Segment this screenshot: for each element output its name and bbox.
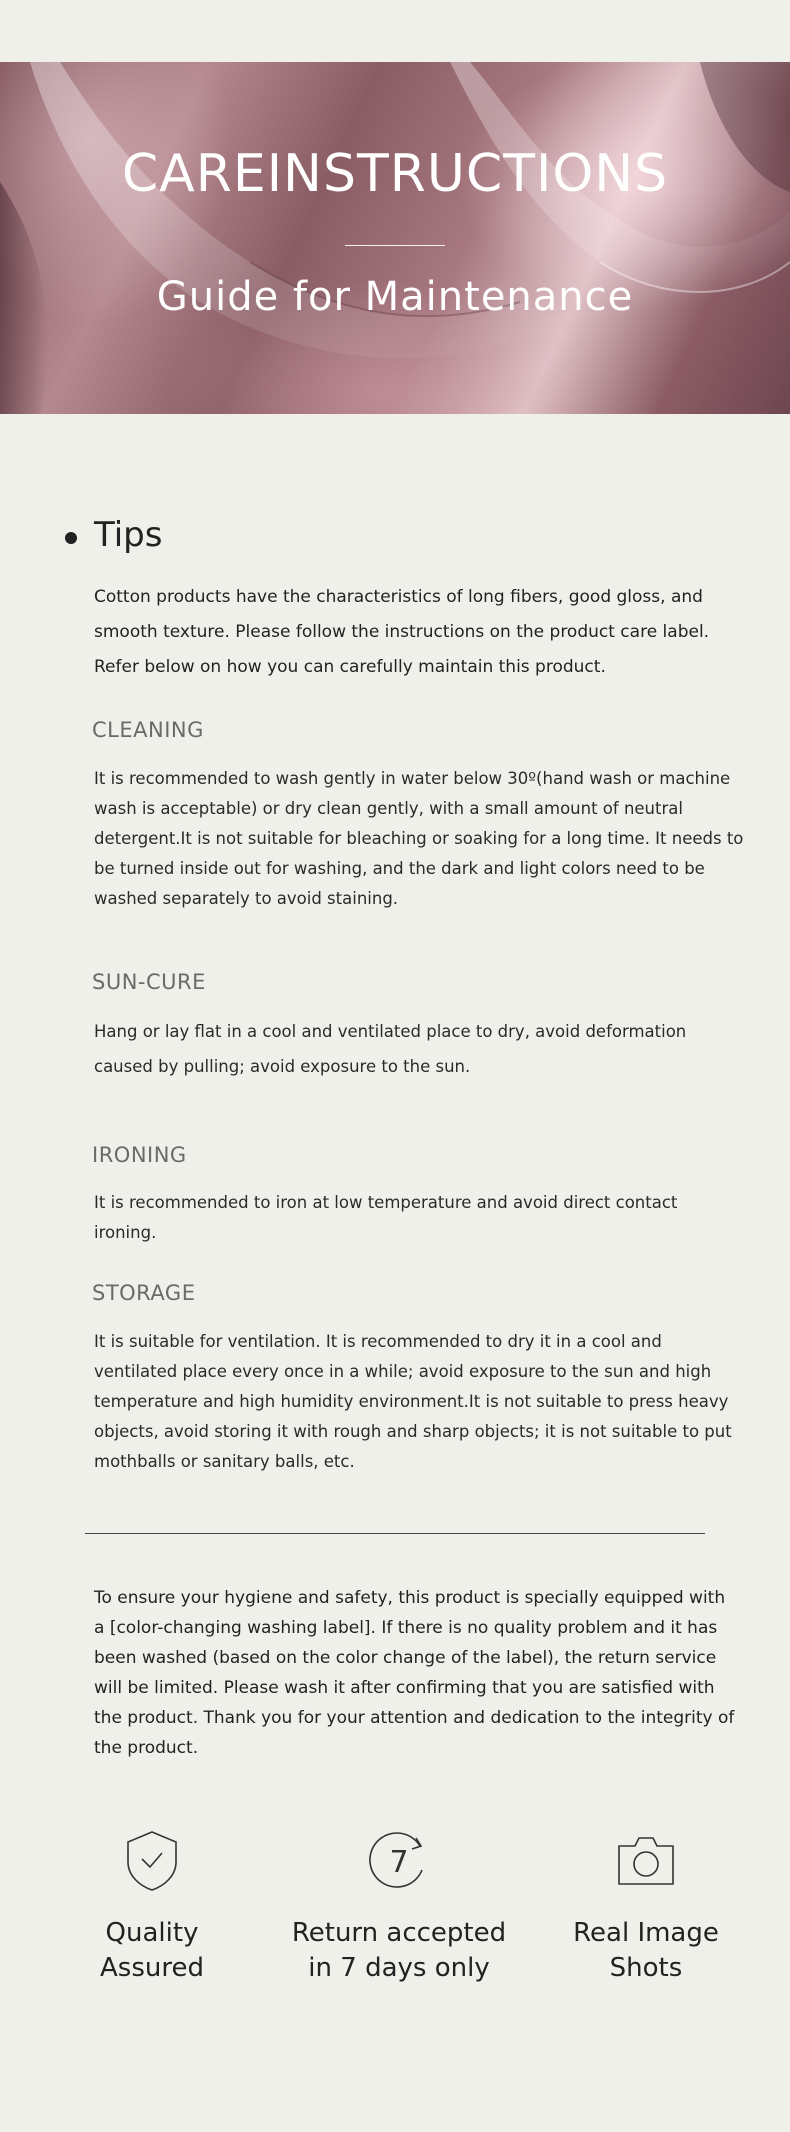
- feature-real-image-label-line2: Shots: [609, 1953, 683, 1983]
- feature-return: [289, 1830, 509, 1986]
- tips-intro: Cotton products have the characteristics of long fibers, good gloss, and smooth texture. Please follow the instructions on the product care label. Refer below on how you can carefully maintain this product.: [94, 587, 710, 677]
- feature-quality-label-line2: Assured: [100, 1953, 204, 1983]
- bullet-dot-icon: [65, 532, 77, 544]
- cleaning-heading: CLEANING: [92, 718, 204, 742]
- feature-return-label-line1: Return accepted: [291, 1918, 507, 1948]
- camera-icon: [615, 1830, 677, 1892]
- sun-cure-heading: SUN-CURE: [92, 970, 206, 994]
- hero-banner: [0, 62, 790, 414]
- tips-heading: Tips: [94, 515, 163, 555]
- feature-return-label-line2: in 7 days only: [308, 1953, 490, 1983]
- feature-quality-label-line1: Quality: [105, 1918, 199, 1948]
- washing-label-notice: To ensure your hygiene and safety, this product is specially equipped with a [color-changing washing label]. If there is no quality problem and it has been washed (based on the color change of the label), the return service will be limited. Please wash it after confirming that you are satisfied with the product. Thank you for your attention and dedication to the integrity of the product.: [94, 1588, 735, 1758]
- hero-divider: [345, 245, 445, 246]
- section-divider: [85, 1533, 705, 1534]
- sun-cure-body: Hang or lay flat in a cool and ventilated place to dry, avoid deformation caused by pulling; avoid exposure to the sun.: [94, 1022, 687, 1076]
- return-icon-number: 7: [389, 1845, 409, 1880]
- cleaning-body: It is recommended to wash gently in water below 30º(hand wash or machine wash is acceptable) or dry clean gently, with a small amount of neutral detergent.It is not suitable for bleaching or soaking for a long time. It needs to be turned inside out for washing, and the dark and light colors need to be washed separately to avoid staining.: [94, 769, 744, 908]
- feature-quality: [62, 1830, 242, 1986]
- feature-real-image-label-line1: Real Image: [573, 1918, 719, 1948]
- feature-real-image: [556, 1830, 736, 1986]
- ironing-body: It is recommended to iron at low temperature and avoid direct contact ironing.: [94, 1193, 678, 1242]
- storage-heading: STORAGE: [92, 1281, 196, 1305]
- ironing-heading: IRONING: [92, 1143, 187, 1167]
- shield-check-icon: [124, 1830, 180, 1892]
- hero-title: CAREINSTRUCTIONS: [121, 144, 669, 204]
- seven-day-return-icon: [368, 1830, 430, 1892]
- hero-subtitle: Guide for Maintenance: [156, 274, 634, 320]
- storage-body: It is suitable for ventilation. It is recommended to dry it in a cool and ventilated place every once in a while; avoid exposure to the sun and high temperature and high humidity environment.It is not suitable to press heavy objects, avoid storing it with rough and sharp objects; it is not suitable to put mothballs or sanitary balls, etc.: [94, 1332, 732, 1471]
- silk-fabric-background: [0, 62, 790, 414]
